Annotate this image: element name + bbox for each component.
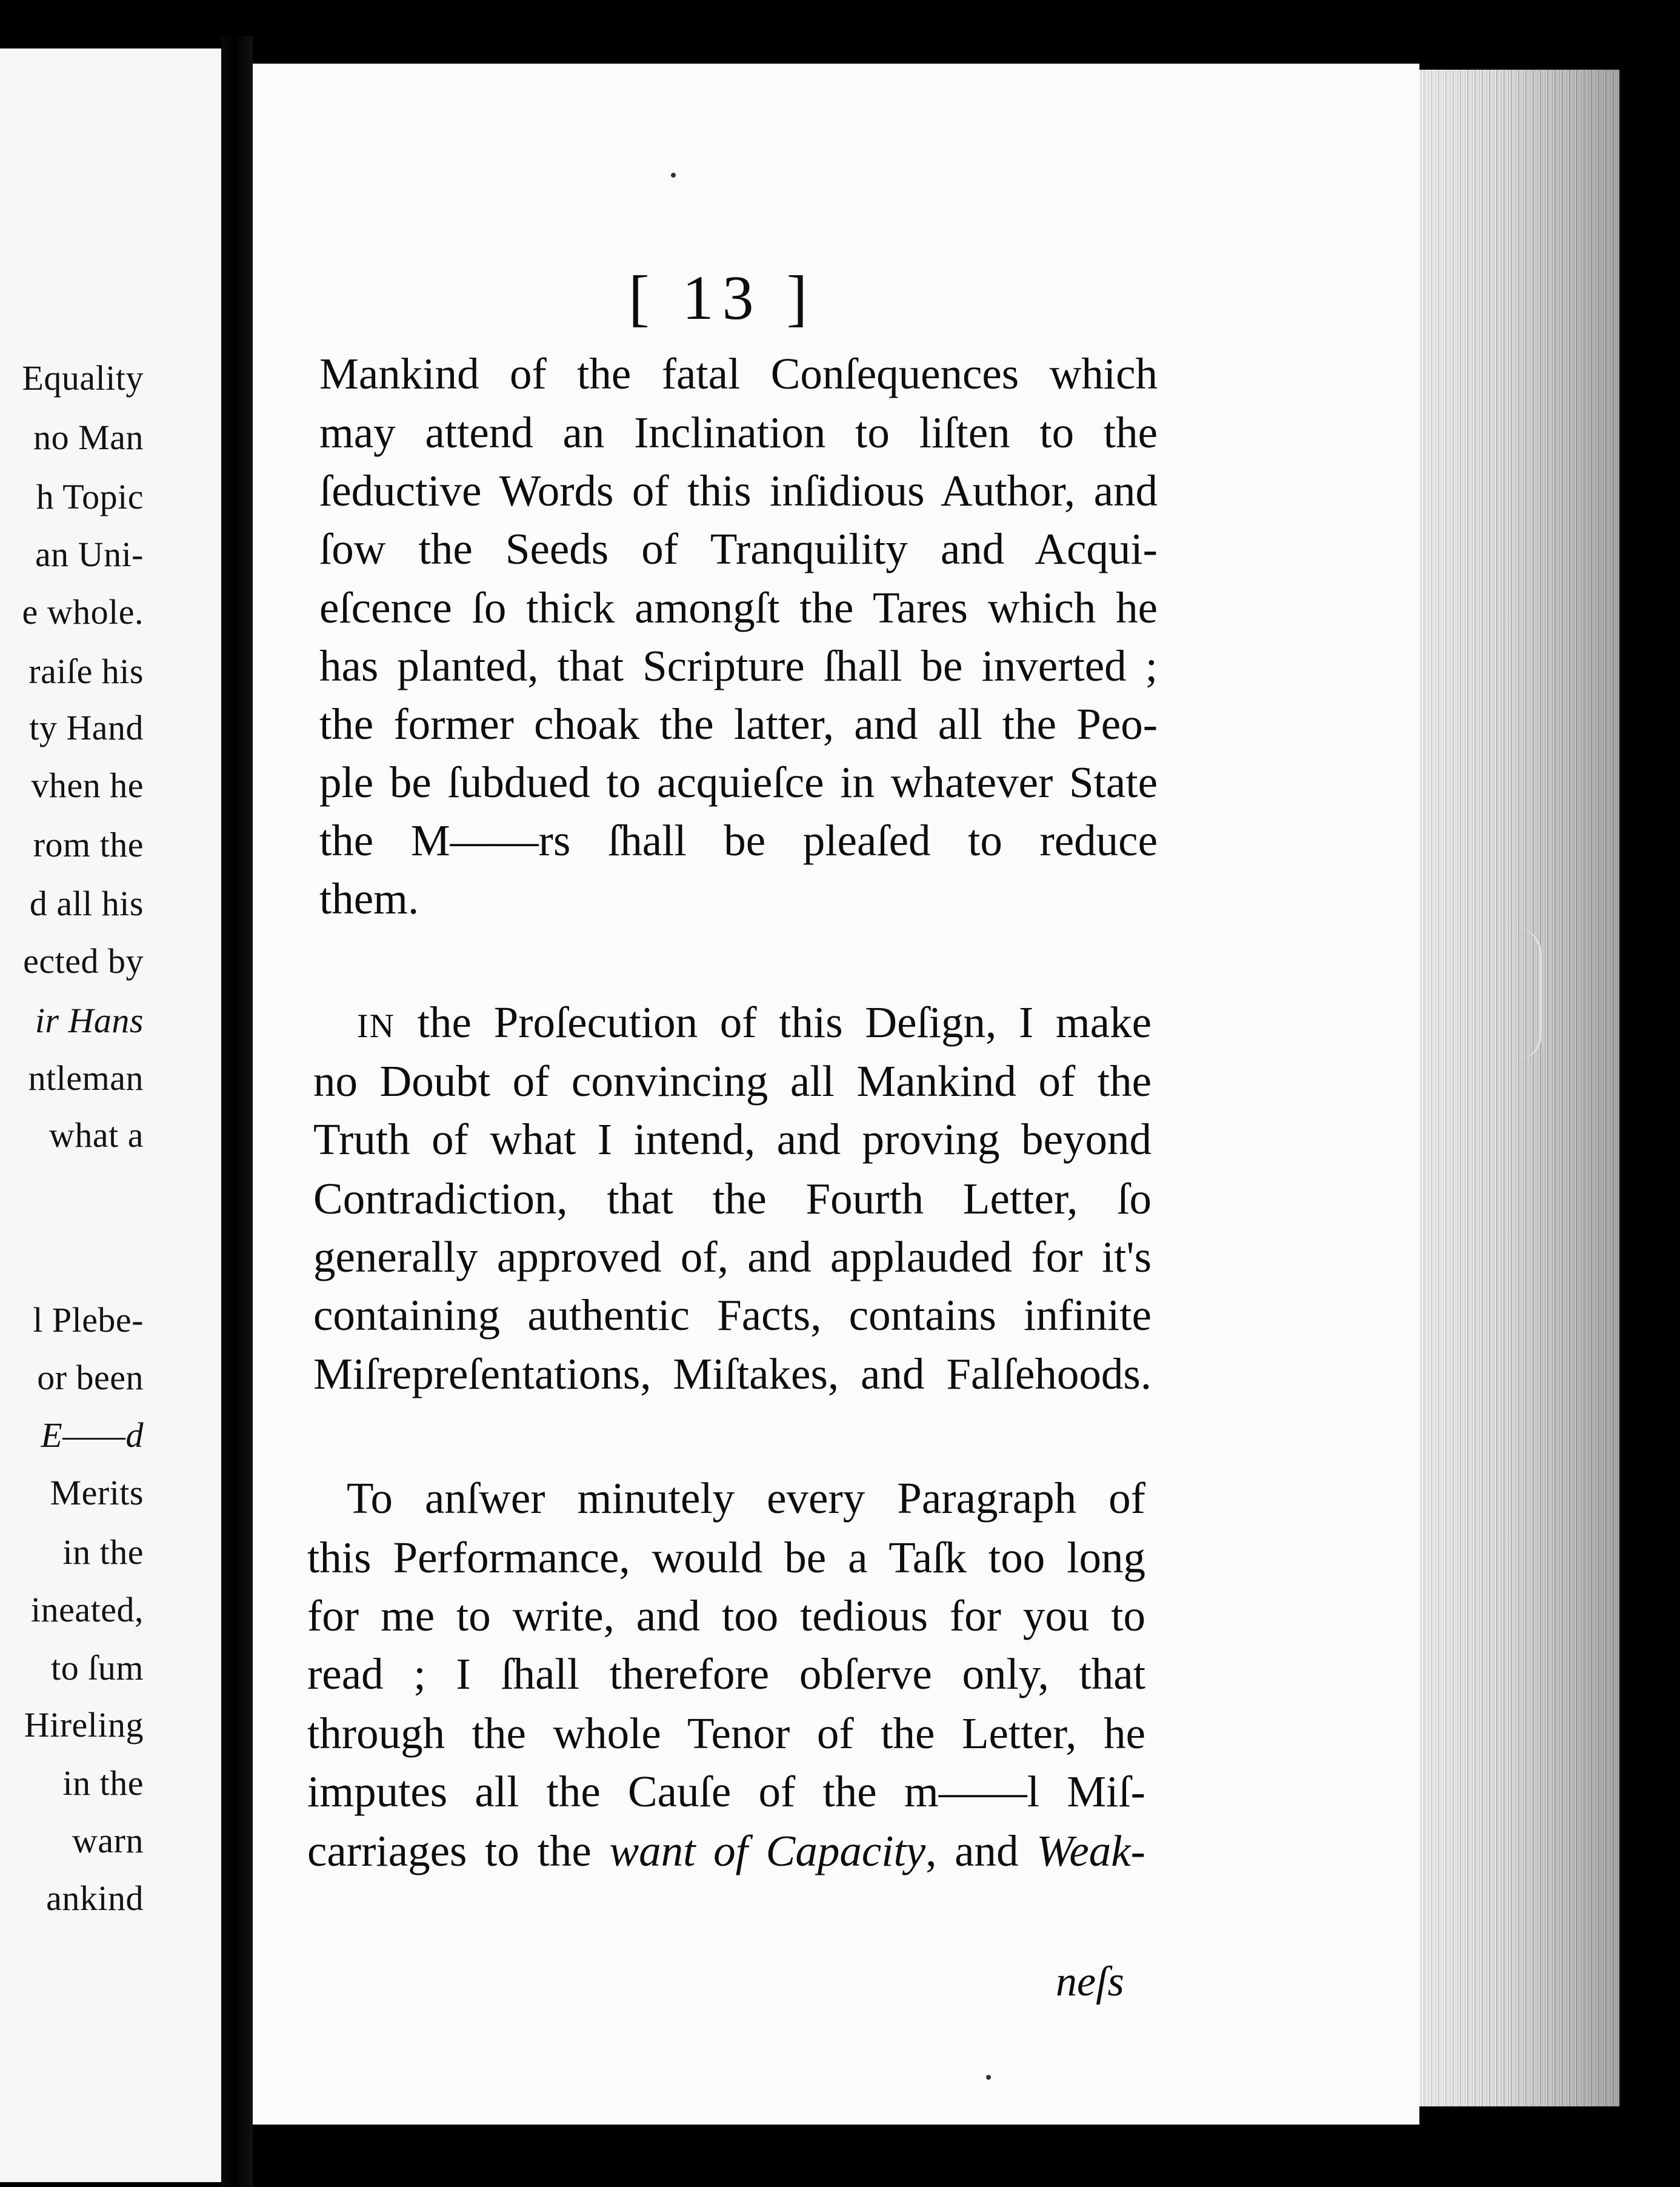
left-line: ineated, [31,1590,144,1629]
left-line: raiſe his [28,652,144,691]
left-line: ir Hans [35,1001,144,1040]
left-line: an Uni- [35,535,144,574]
ink-speck [986,2075,991,2080]
line-text: , and [925,1826,1037,1875]
left-line: d all his [29,884,144,923]
left-line: e whole. [22,592,144,632]
body-line: may attend an Inclination to liſten to the [319,408,1158,457]
body-line [307,1826,1145,1875]
body-line: To anſwer minutely every Paragraph of [347,1474,1145,1523]
line-text: carriages to the [307,1826,610,1875]
page-edges-shade [1419,70,1619,2106]
body-line: for me to write, and too tedious for you to [307,1591,1145,1640]
body-line: no Doubt of convincing all Mankind of the [313,1057,1152,1106]
body-line: the former choak the latter, and all the Peo- [319,700,1158,749]
left-line: Hireling [24,1705,144,1745]
body-line: this Performance, would be a Taſk too long [307,1533,1145,1582]
left-line: Merits [50,1473,144,1512]
left-line: ected by [23,941,144,981]
left-line: no Man [33,418,144,457]
catchword: neſs [1056,1958,1124,2005]
body-line: Truth of what I intend, and proving beyond [313,1115,1152,1164]
drop-initial: IN [357,1007,396,1045]
left-line: to ſum [51,1648,144,1688]
left-line: in the [62,1532,144,1572]
body-line: eſcence ſo thick amongſt the Tares which he [319,583,1158,632]
left-line: ankind [46,1878,144,1918]
body-line: containing authentic Facts, contains infinite [313,1290,1152,1340]
body-line: through the whole Tenor of the Letter, he [307,1709,1145,1758]
right-page [253,64,1419,2125]
left-line: ntleman [28,1058,144,1098]
line-text: the Proſecution of this Deſign, I make [395,998,1152,1047]
body-line: them. [319,874,419,923]
left-line: warn [72,1821,144,1860]
body-line: imputes all the Cauſe of the m——l Miſ- [307,1767,1145,1816]
left-line: vhen he [31,766,144,805]
body-line: Contradiction, that the Fourth Letter, ſo [313,1174,1152,1223]
left-line: or been [37,1358,144,1397]
left-page [0,48,221,2182]
body-line: Mankind of the fatal Conſequences which [319,349,1158,398]
body-line: generally approved of, and applauded for it's [313,1232,1152,1281]
italic-phrase: want of Capacity [609,1826,926,1875]
left-line: in the [62,1763,144,1803]
left-line: l Plebe- [33,1300,144,1340]
body-line: read ; I ſhall therefore obſerve only, that [307,1649,1145,1698]
left-line: E——d [41,1415,144,1455]
left-line: rom the [33,825,144,864]
body-line: ſow the Seeds of Tranquility and Acqui- [319,524,1158,573]
page-number: [ 13 ] [628,263,816,333]
left-line: h Topic [36,477,144,516]
left-line: Equality [22,358,144,398]
page-curl [1515,927,1542,1061]
italic-phrase: Weak- [1036,1826,1145,1875]
left-line: what a [49,1115,144,1155]
body-line: Miſrepreſentations, Miſtakes, and Falſehoods. [313,1349,1152,1398]
body-line: ſeductive Words of this inſidious Author, and [319,466,1158,515]
body-line: the M——rs ſhall be pleaſed to reduce [319,816,1158,865]
gutter-shadow [221,36,253,2187]
left-line: ty Hand [29,708,144,747]
body-line [313,998,1152,1047]
body-line: ple be ſubdued to acquieſce in whatever State [319,758,1158,807]
ink-speck [671,173,676,178]
body-line: has planted, that Scripture ſhall be inverted ; [319,641,1158,690]
